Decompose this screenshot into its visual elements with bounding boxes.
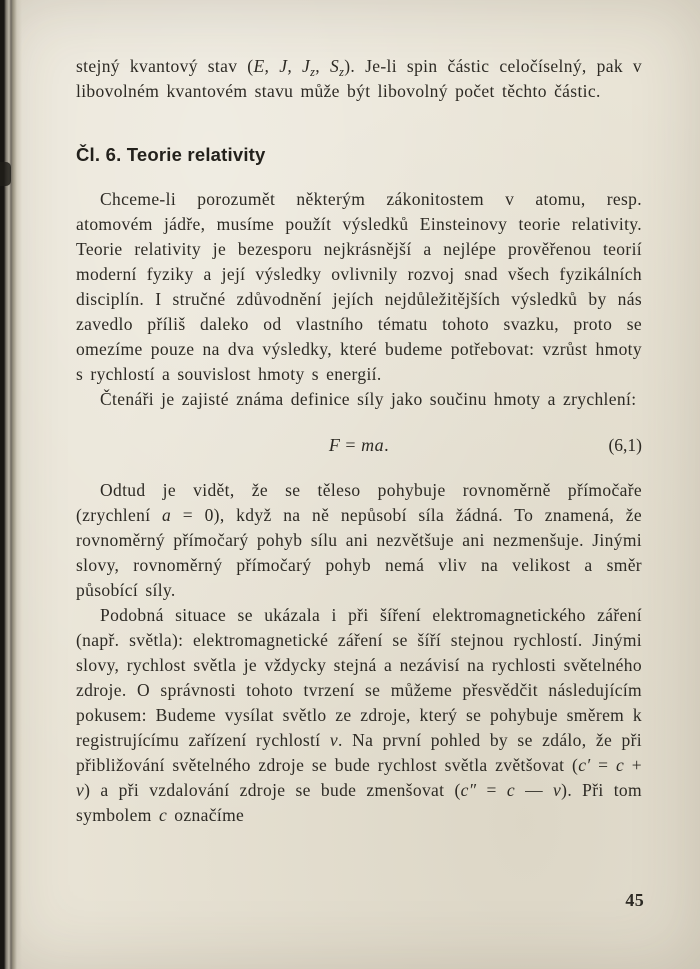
equation-6-1 — [76, 432, 642, 458]
paragraph: Podobná situace se ukázala i při šíření elektromagnetického záření (např. světla): elektromagnetické záření se šíří stejnou rychlostí. Jinými slovy, rychlost světla je vždycky stejná a nezávisí na rychlosti světelného zdroje. O správnosti tohoto tvrzení se můžeme přesvědčit následujícím pokusem: Budeme vysílat světlo ze zdroje, který se pohybuje směrem k registrujícímu zařízení rychlostí v. Na první pohled by se zdálo, že při přibližování světelného zdroje se bude rychlost světla zvětšovat (c′ = c + v) a při vzdalování zdroje se bude zmenšovat (c″ = c — v). Při tom symbolem c označíme — [76, 605, 643, 825]
equation-formula: F = ma. — [328, 435, 390, 455]
equation-number: (6,1) — [608, 435, 642, 455]
paragraph: Čtenáři je zajisté známa definice síly jako součinu hmoty a zrychlení: — [100, 389, 637, 409]
scan-artifact — [0, 162, 11, 186]
paragraph: Odtud je vidět, že se těleso pohybuje rovnoměrně přímočaře (zrychlení a = 0), když na ně nepůsobí síla žádná. To znamená, že rovnoměrný přímočarý pohyb sílu ani nezvětšuje ani nezmenšuje. Jinými slovy, rovnoměrný přímočarý pohyb nemá vliv na velikost a směr působící síly. — [76, 480, 642, 600]
text-column — [76, 54, 642, 828]
paragraph: Chceme-li porozumět některým zákonitostem v atomu, resp. atomovém jádře, musíme použít výsledků Einsteinovy teorie relativity. Teorie relativity je bezesporu nejkrásnější a nejlépe prověřenou teorií moderní fyziky a její výsledky ovlivnily rozvoj snad všech fyzikálních disciplín. I stručné zdůvodnění jejích nejdůležitějších výsledků by nás zavedlo příliš daleko od vlastního tématu tohoto svazku, proto se omezíme pouze na dva výsledky, které budeme potřebovat: vzrůst hmoty s rychlostí a souvislost hmoty s energií. — [76, 189, 642, 384]
paragraph-continuation: stejný kvantový stav (E, J, $J_z$, $S_z$). Je-li spin částic celočíselný, pak v libovolném kvantovém stavu může být libovolný počet těchto částic. — [76, 56, 642, 101]
binding-shadow — [0, 0, 22, 969]
section-heading: Čl. 6. Teorie relativity — [76, 144, 266, 165]
page-number: 45 — [625, 890, 644, 910]
